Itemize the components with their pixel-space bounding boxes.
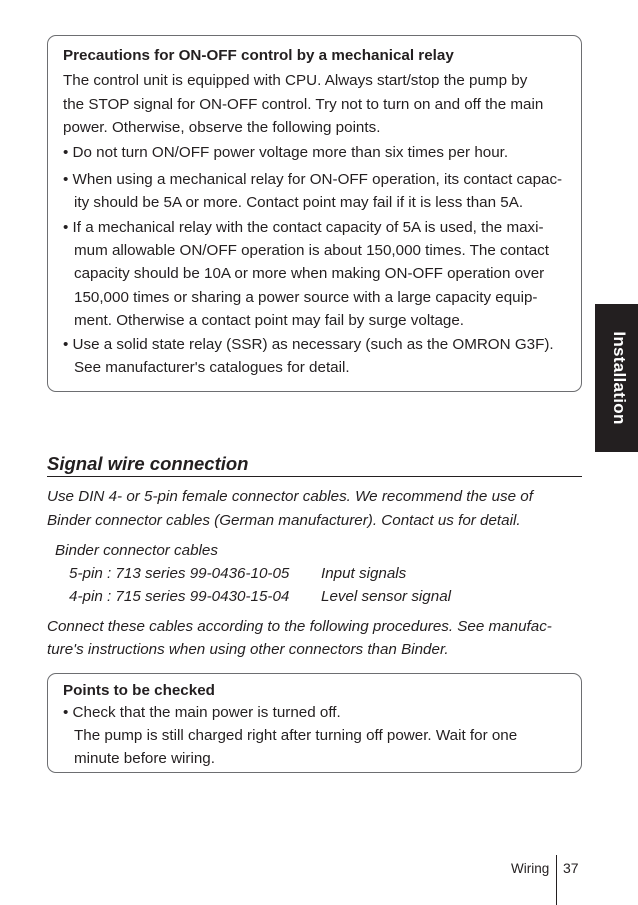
outro-line: ture's instructions when using other connectors than Binder. — [47, 641, 449, 658]
precautions-bullet: • Do not turn ON/OFF power voltage more than six times per hour. — [63, 144, 509, 161]
cable-part: 5-pin : 713 series 99-0436-10-05 — [69, 565, 290, 582]
checks-title: Points to be checked — [63, 682, 215, 699]
heading-rule — [47, 476, 582, 477]
precautions-bullet-cont: ity should be 5A or more. Contact point may fail if it is less than 5A. — [74, 194, 524, 211]
checks-bullet-cont: The pump is still charged right after turning off power. Wait for one — [74, 727, 518, 744]
footer-divider — [556, 855, 557, 905]
checks-bullet: • Check that the main power is turned off. — [63, 704, 341, 721]
precautions-bullet-cont: 150,000 times or sharing a power source with a large capacity equip- — [74, 289, 538, 306]
precautions-bullet-cont: mum allowable ON/OFF operation is about 150,000 times. The contact — [74, 242, 549, 259]
section-tab-label: Installation — [610, 331, 629, 425]
page-number: 37 — [563, 860, 579, 876]
cable-part: 4-pin : 715 series 99-0430-15-04 — [69, 588, 290, 605]
outro-line: Connect these cables according to the following procedures. See manufac- — [47, 618, 552, 635]
precautions-line: the STOP signal for ON-OFF control. Try not to turn on and off the main — [63, 96, 544, 113]
cable-use: Input signals — [321, 565, 407, 582]
precautions-line: power. Otherwise, observe the following points. — [63, 119, 381, 136]
precautions-bullet: • When using a mechanical relay for ON-OFF operation, its contact capac- — [63, 171, 563, 188]
precautions-bullet-cont: ment. Otherwise a contact point may fail by surge voltage. — [74, 312, 465, 329]
cables-label: Binder connector cables — [55, 542, 218, 559]
cable-use: Level sensor signal — [321, 588, 452, 605]
precautions-title: Precautions for ON-OFF control by a mechanical relay — [63, 47, 454, 64]
section-heading: Signal wire connection — [47, 453, 249, 474]
precautions-bullet-cont: capacity should be 10A or more when making ON-OFF operation over — [74, 265, 545, 282]
precautions-bullet: • If a mechanical relay with the contact capacity of 5A is used, the maxi- — [63, 219, 544, 236]
precautions-line: The control unit is equipped with CPU. Always start/stop the pump by — [63, 72, 528, 89]
intro-line: Use DIN 4- or 5-pin female connector cables. We recommend the use of — [47, 488, 533, 505]
intro-line: Binder connector cables (German manufacturer). Contact us for detail. — [47, 512, 521, 529]
precautions-bullet: • Use a solid state relay (SSR) as necessary (such as the OMRON G3F). — [63, 336, 554, 353]
checks-bullet-cont: minute before wiring. — [74, 750, 215, 767]
footer-section-label: Wiring — [511, 861, 550, 876]
precautions-bullet-cont: See manufacturer's catalogues for detail. — [74, 359, 350, 376]
